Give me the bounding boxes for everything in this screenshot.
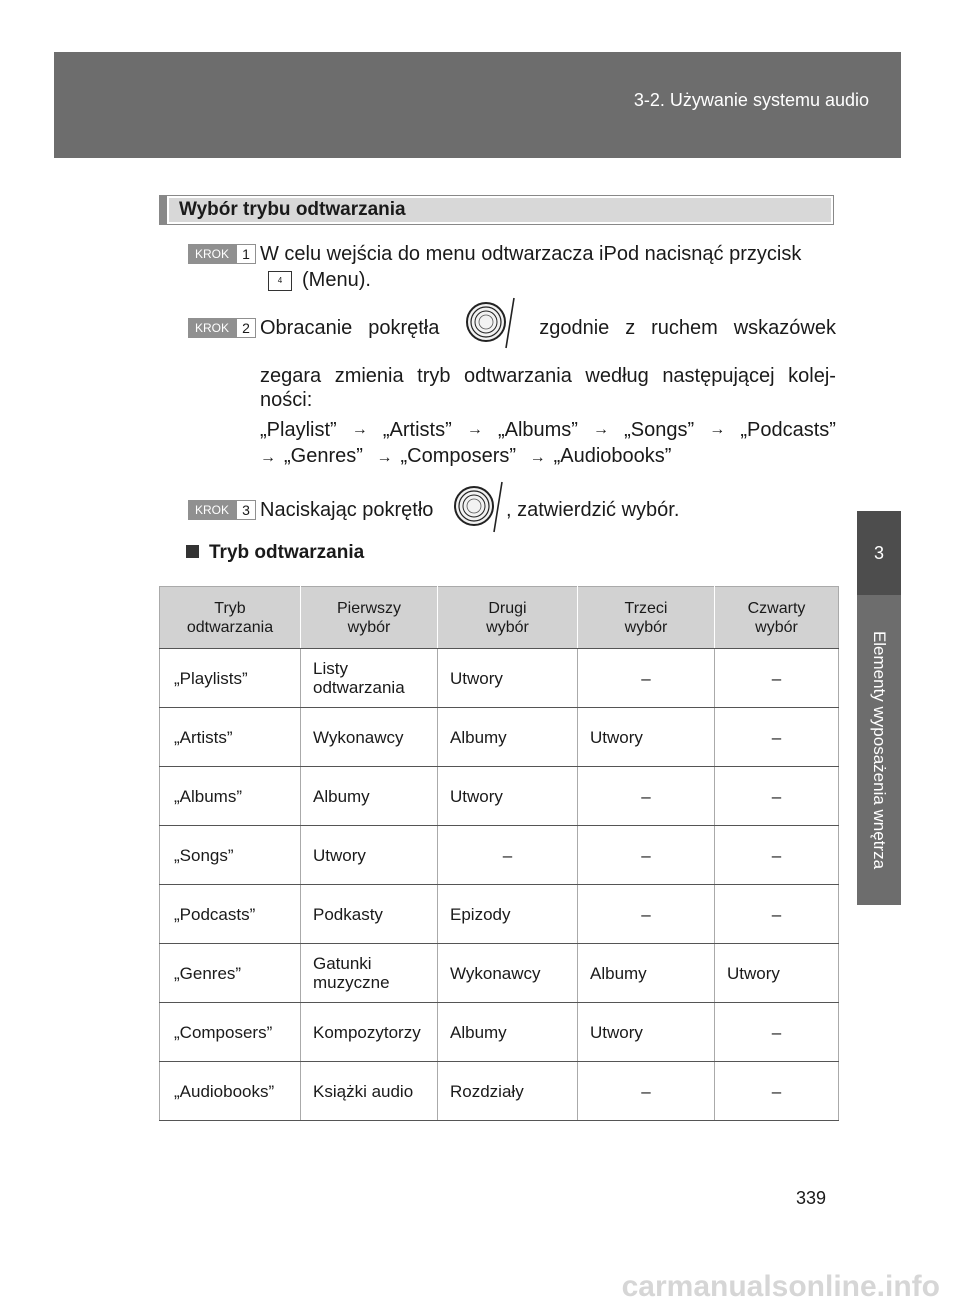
subheading-text: Tryb odtwarzania bbox=[209, 542, 365, 563]
table-cell: Albumy bbox=[578, 944, 715, 1003]
word: tryb bbox=[417, 365, 451, 387]
table-cell: „Podcasts” bbox=[160, 885, 301, 944]
table-cell: Utwory bbox=[578, 1003, 715, 1062]
table-cell: – bbox=[715, 826, 839, 885]
arrow-right-icon: → bbox=[593, 421, 610, 438]
header-line: wybór bbox=[624, 618, 668, 636]
step-1-badge bbox=[188, 244, 256, 264]
table-cell: – bbox=[578, 1062, 715, 1121]
step-3-text-before: Naciskając pokrętło bbox=[260, 499, 434, 521]
table-cell: Utwory bbox=[715, 944, 839, 1003]
chapter-tab-label bbox=[857, 595, 901, 905]
table-cell bbox=[301, 649, 438, 708]
table-row bbox=[160, 708, 839, 767]
step-badge-number: 1 bbox=[236, 244, 256, 264]
header-line: Drugi bbox=[488, 599, 527, 617]
arrow-right-icon: → bbox=[529, 449, 546, 466]
table-cell: Wykonawcy bbox=[301, 708, 438, 767]
word: zmienia bbox=[334, 365, 404, 387]
table-cell: Epizody bbox=[438, 885, 578, 944]
table-cell: – bbox=[578, 885, 715, 944]
table-cell: Albumy bbox=[438, 1003, 578, 1062]
table-cell: „Songs” bbox=[160, 826, 301, 885]
table-cell: Utwory bbox=[301, 826, 438, 885]
arrow-right-icon: → bbox=[466, 421, 483, 438]
table-cell: Kompozytorzy bbox=[301, 1003, 438, 1062]
column-header bbox=[301, 587, 438, 649]
word: wskazówek bbox=[733, 317, 836, 339]
header-line: Czwarty bbox=[747, 599, 806, 617]
chapter-tab-number: 3 bbox=[857, 511, 901, 595]
cell-line: odtwarzania bbox=[313, 678, 405, 697]
chapter-tab-label-text: Elementy wyposażenia wnętrza bbox=[870, 630, 889, 870]
table-cell: Książki audio bbox=[301, 1062, 438, 1121]
table-cell: „Albums” bbox=[160, 767, 301, 826]
mode-name: „Albums” bbox=[497, 419, 578, 441]
step-3-badge bbox=[188, 500, 256, 520]
playback-mode-table bbox=[159, 586, 839, 1121]
header-line: wybór bbox=[486, 618, 529, 636]
table-cell: Podkasty bbox=[301, 885, 438, 944]
header-line: Pierwszy bbox=[336, 599, 401, 617]
header-line: odtwarzania bbox=[186, 618, 274, 636]
table-cell: – bbox=[578, 767, 715, 826]
table-row bbox=[160, 1003, 839, 1062]
subheading bbox=[186, 542, 364, 564]
section-heading-box bbox=[159, 195, 834, 225]
mode-sequence-line-2 bbox=[260, 444, 671, 470]
step-3-text-after: , zatwierdzić wybór. bbox=[506, 499, 680, 521]
table-cell: Wykonawcy bbox=[438, 944, 578, 1003]
table-cell: – bbox=[715, 885, 839, 944]
word: zgodnie bbox=[539, 317, 610, 339]
mode-name: „Podcasts” bbox=[740, 419, 836, 441]
table-cell: „Audiobooks” bbox=[160, 1062, 301, 1121]
table-cell: – bbox=[715, 1062, 839, 1121]
header-line: Trzeci bbox=[624, 599, 668, 617]
column-header bbox=[715, 587, 839, 649]
step-2-line-2 bbox=[260, 364, 836, 388]
header-bar bbox=[54, 52, 901, 158]
table-cell: Albumy bbox=[301, 767, 438, 826]
menu-button-icon: 4 bbox=[268, 271, 292, 291]
step-2-badge bbox=[188, 318, 256, 338]
word: pokrętła bbox=[368, 317, 440, 339]
table-row bbox=[160, 826, 839, 885]
step-badge-number: 2 bbox=[236, 318, 256, 338]
table-cell: – bbox=[715, 708, 839, 767]
chapter-section-title: 3-2. Używanie systemu audio bbox=[633, 90, 869, 110]
step-1-text-cont bbox=[268, 268, 371, 292]
arrow-right-icon: → bbox=[376, 449, 393, 466]
step-2-line-1 bbox=[260, 316, 836, 340]
table-cell: „Genres” bbox=[160, 944, 301, 1003]
column-header bbox=[438, 587, 578, 649]
page-number: 339 bbox=[796, 1188, 827, 1208]
table-cell: – bbox=[715, 649, 839, 708]
step-badge-label: KROK bbox=[188, 244, 236, 264]
word: odtwarzania bbox=[464, 365, 572, 387]
column-header bbox=[160, 587, 301, 649]
table-cell: Utwory bbox=[578, 708, 715, 767]
tune-knob-icon bbox=[450, 480, 508, 534]
footer-watermark: carmanualsonline.info bbox=[621, 1270, 940, 1303]
word: według bbox=[585, 365, 649, 387]
step-badge-number: 3 bbox=[236, 500, 256, 520]
header-line: Tryb bbox=[214, 599, 246, 617]
word: następującej bbox=[662, 365, 775, 387]
header-line: wybór bbox=[755, 618, 798, 636]
cell-line: muzyczne bbox=[313, 973, 390, 992]
cell-line: Listy bbox=[313, 659, 348, 678]
bullet-square-icon bbox=[186, 545, 199, 558]
table-cell: Utwory bbox=[438, 649, 578, 708]
column-header bbox=[578, 587, 715, 649]
arrow-right-icon: → bbox=[709, 421, 726, 438]
word: zegara bbox=[260, 365, 322, 387]
word: kolej- bbox=[788, 365, 836, 387]
mode-name: „Artists” bbox=[382, 419, 452, 441]
mode-name: „Genres” bbox=[284, 445, 363, 467]
table-cell: – bbox=[715, 767, 839, 826]
mode-name: „Songs” bbox=[624, 419, 695, 441]
cell-line: Gatunki bbox=[313, 954, 372, 973]
table-body bbox=[160, 649, 839, 1121]
mode-name: „Audiobooks” bbox=[553, 445, 672, 467]
table-row bbox=[160, 1062, 839, 1121]
table-cell: „Artists” bbox=[160, 708, 301, 767]
step-badge-label: KROK bbox=[188, 318, 236, 338]
step-badge-label: KROK bbox=[188, 500, 236, 520]
table-cell bbox=[301, 944, 438, 1003]
table-cell: Utwory bbox=[438, 767, 578, 826]
step-2-line-3: ności: bbox=[260, 389, 313, 411]
table-cell: Albumy bbox=[438, 708, 578, 767]
arrow-right-icon: → bbox=[351, 421, 368, 438]
word: ruchem bbox=[651, 317, 718, 339]
tune-knob-icon bbox=[462, 296, 520, 350]
table-row bbox=[160, 767, 839, 826]
table-cell: Rozdziały bbox=[438, 1062, 578, 1121]
header-line: wybór bbox=[347, 618, 391, 636]
word: Obracanie bbox=[260, 317, 353, 339]
table-cell: – bbox=[715, 1003, 839, 1062]
table-cell: – bbox=[578, 649, 715, 708]
table-cell: – bbox=[578, 826, 715, 885]
table-row bbox=[160, 944, 839, 1003]
table-cell: „Playlists” bbox=[160, 649, 301, 708]
table-cell: – bbox=[438, 826, 578, 885]
mode-name: „Composers” bbox=[400, 445, 517, 467]
table-cell: „Composers” bbox=[160, 1003, 301, 1062]
step-1-text: W celu wejścia do menu odtwarzacza iPod nacisnąć przycisk bbox=[260, 243, 802, 265]
step-1-menu-label: (Menu). bbox=[302, 269, 371, 291]
mode-name: „Playlist” bbox=[260, 419, 337, 441]
mode-sequence-line-1 bbox=[260, 418, 836, 442]
table-header-row bbox=[160, 587, 839, 649]
arrow-right-icon: → bbox=[260, 449, 276, 466]
section-heading: Wybór trybu odtwarzania bbox=[169, 198, 831, 222]
table-row bbox=[160, 885, 839, 944]
table-row bbox=[160, 649, 839, 708]
word: z bbox=[625, 317, 636, 339]
